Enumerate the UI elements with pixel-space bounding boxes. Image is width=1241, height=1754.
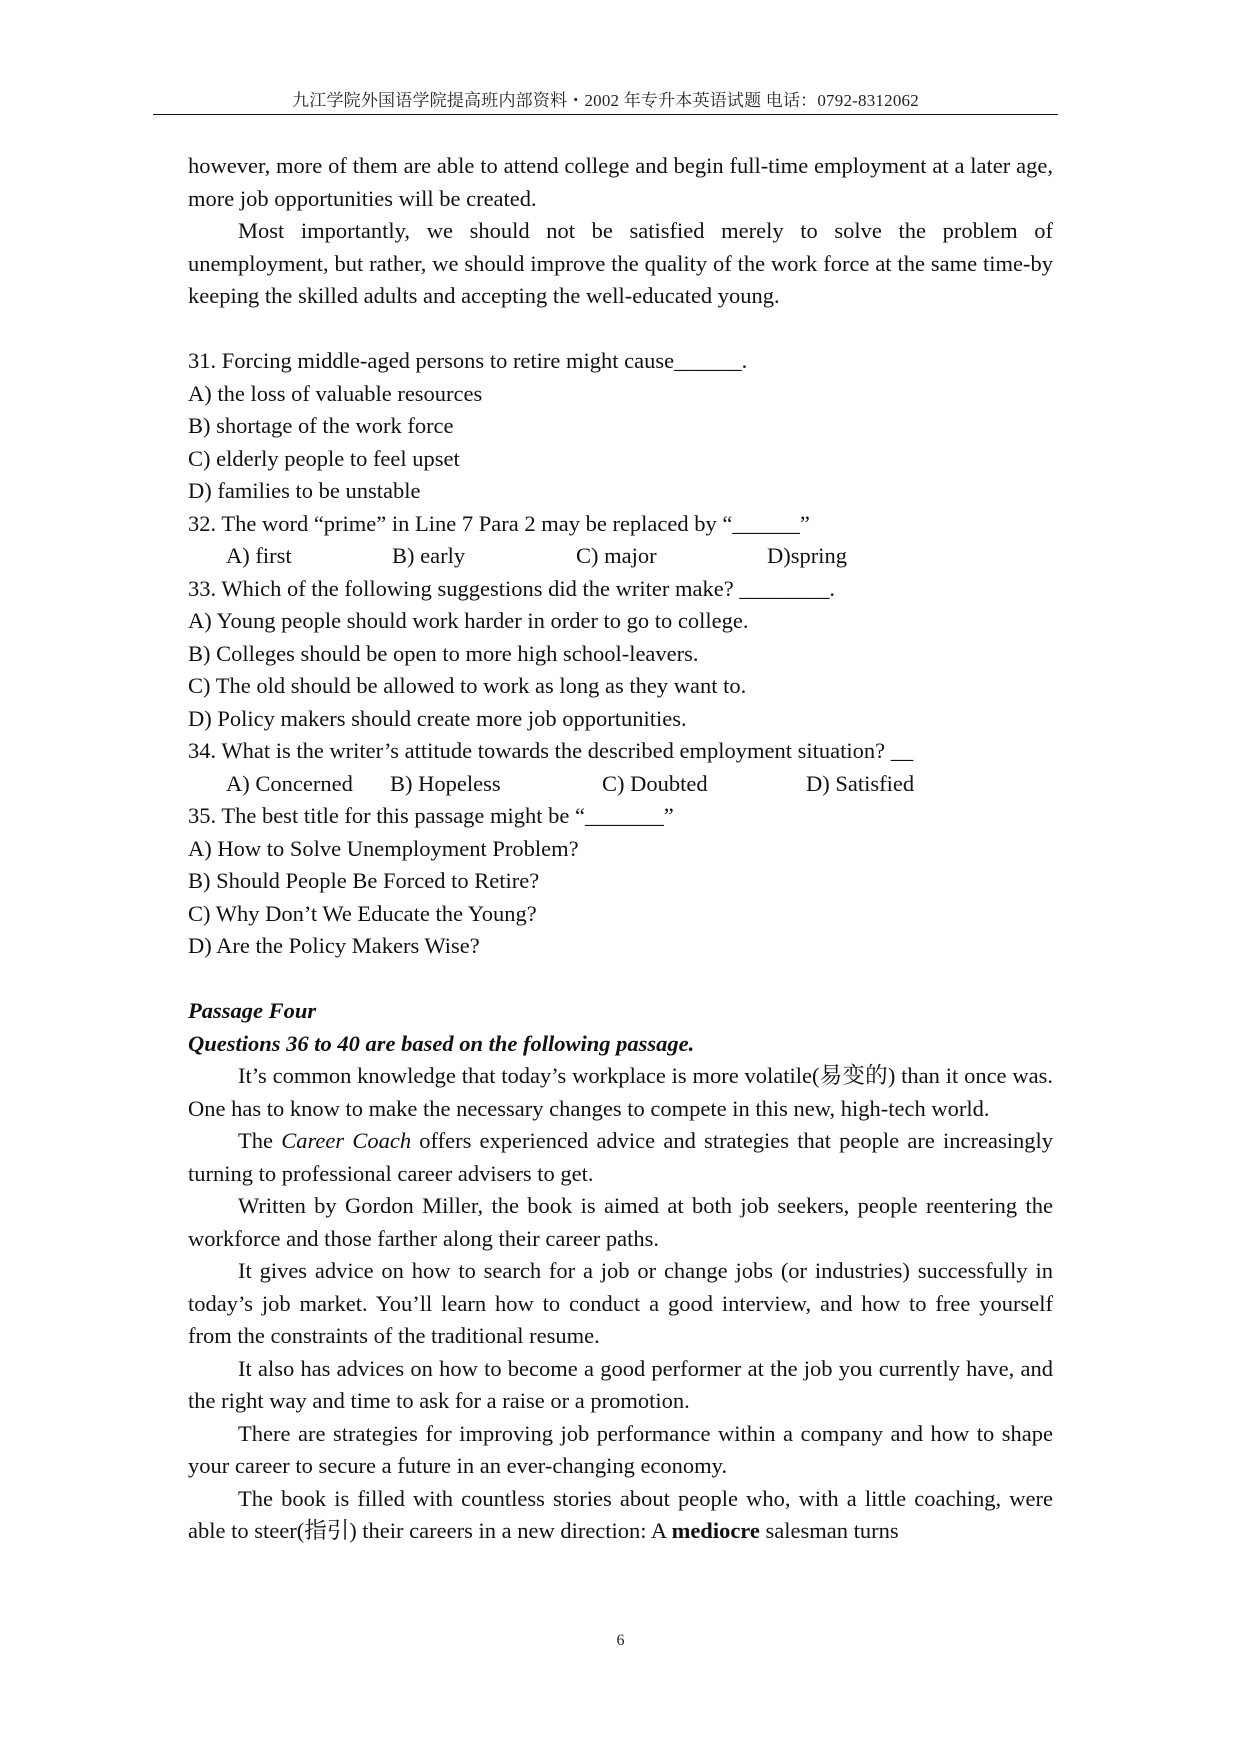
book-title: Career Coach: [281, 1128, 412, 1153]
passage-four-paragraph-3: Written by Gordon Miller, the book is aimed at both job seekers, people reentering the workforce and those farther along their career paths.: [188, 1193, 1053, 1251]
question-31-option-c: C) elderly people to feel upset: [188, 445, 460, 471]
question-34-stem: 34. What is the writer’s attitude towards the described employment situation? __: [188, 738, 914, 763]
question-34-option-c: C) Doubted: [602, 770, 708, 796]
passage-three-paragraph-end: however, more of them are able to attend college and begin full-time employment at a later age, more job opportunities will be created.: [188, 153, 1053, 211]
paragraph-7-lead: The book is filled with countless stories about people who, with a little coaching, were able to steer(指引) their careers in a new direction: A: [188, 1485, 1053, 1543]
passage-four-paragraph-2: [188, 1125, 1053, 1190]
spacer: [188, 313, 1053, 346]
question-35-option-d: D) Are the Policy Makers Wise?: [188, 933, 480, 958]
question-32-stem: 32. The word “prime” in Line 7 Para 2 may be replaced by “______”: [188, 510, 810, 536]
question-35-option-c: C) Why Don’t We Educate the Young?: [188, 900, 537, 926]
question-34-option-b: B) Hopeless: [390, 770, 501, 796]
question-34-options: [226, 768, 1053, 801]
question-33-option-a: A) Young people should work harder in order to go to college.: [188, 608, 749, 633]
passage-four-paragraph-6: There are strategies for improving job performance within a company and how to shape your career to secure a future in an ever-changing economy.: [188, 1420, 1053, 1478]
passage-four-title: Passage Four: [188, 998, 317, 1023]
page-body: [188, 150, 1053, 1548]
question-35-option-b: B) Should People Be Forced to Retire?: [188, 868, 540, 893]
passage-four-paragraph-4: It gives advice on how to search for a job or change jobs (or industries) successfully in today’s job market. You’ll learn how to conduct a good interview, and how to free yourself from the constraints of the traditional resume.: [188, 1258, 1053, 1348]
question-32-option-c: C) major: [576, 543, 657, 568]
question-35-stem: 35. The best title for this passage might be “_______”: [188, 803, 674, 828]
passage-four-instruction: Questions 36 to 40 are based on the following passage.: [188, 1030, 695, 1056]
passage-three-paragraph-final: Most importantly, we should not be satisfied merely to solve the problem of unemployment, but rather, we should improve the quality of the work force at the same time-by keeping the skilled adults and accepting the well-educated young.: [188, 218, 1053, 308]
question-34-option-a: A) Concerned: [226, 770, 353, 796]
question-33-option-b: B) Colleges should be open to more high school-leavers.: [188, 640, 699, 666]
passage-four-paragraph-5: It also has advices on how to become a good performer at the job you currently have, and the right way and time to ask for a raise or a promotion.: [188, 1355, 1053, 1413]
paragraph-2-rest: offers experienced advice and strategies that people are increasingly turning to professional career advisers to get.: [188, 1128, 1054, 1186]
paragraph-7-rest: salesman turns: [759, 1518, 899, 1543]
question-33-option-d: D) Policy makers should create more job opportunities.: [188, 705, 687, 731]
question-34-option-d: D) Satisfied: [806, 770, 915, 796]
question-32-option-d: D)spring: [767, 543, 847, 568]
question-31-option-a: A) the loss of valuable resources: [188, 380, 483, 406]
passage-four-paragraph-1: It’s common knowledge that today’s workplace is more volatile(易变的) than it once was. One has to know to make the necessary changes to compete in this new, high-tech world.: [188, 1063, 1053, 1121]
page-header: 九江学院外国语学院提高班内部资料・2002 年专升本英语试题 电话：0792-8312062: [292, 91, 919, 110]
question-31-option-d: D) families to be unstable: [188, 478, 421, 503]
question-32-option-a: A) first: [226, 543, 292, 568]
question-31-stem: 31. Forcing middle-aged persons to retire might cause______.: [188, 348, 748, 373]
header-rule: [153, 114, 1058, 115]
question-35-option-a: A) How to Solve Unemployment Problem?: [188, 835, 579, 861]
page-number: 6: [616, 1632, 625, 1649]
question-33-option-c: C) The old should be allowed to work as long as they want to.: [188, 673, 747, 698]
question-32-options: [226, 540, 1053, 573]
paragraph-2-lead: The: [238, 1128, 282, 1153]
question-31-option-b: B) shortage of the work force: [188, 413, 454, 438]
spacer: [188, 963, 1053, 996]
question-32-option-b: B) early: [392, 543, 466, 568]
question-33-stem: 33. Which of the following suggestions did the writer make? ________.: [188, 575, 835, 601]
vocabulary-word-mediocre: mediocre: [671, 1518, 760, 1543]
passage-four-paragraph-7: [188, 1483, 1053, 1548]
